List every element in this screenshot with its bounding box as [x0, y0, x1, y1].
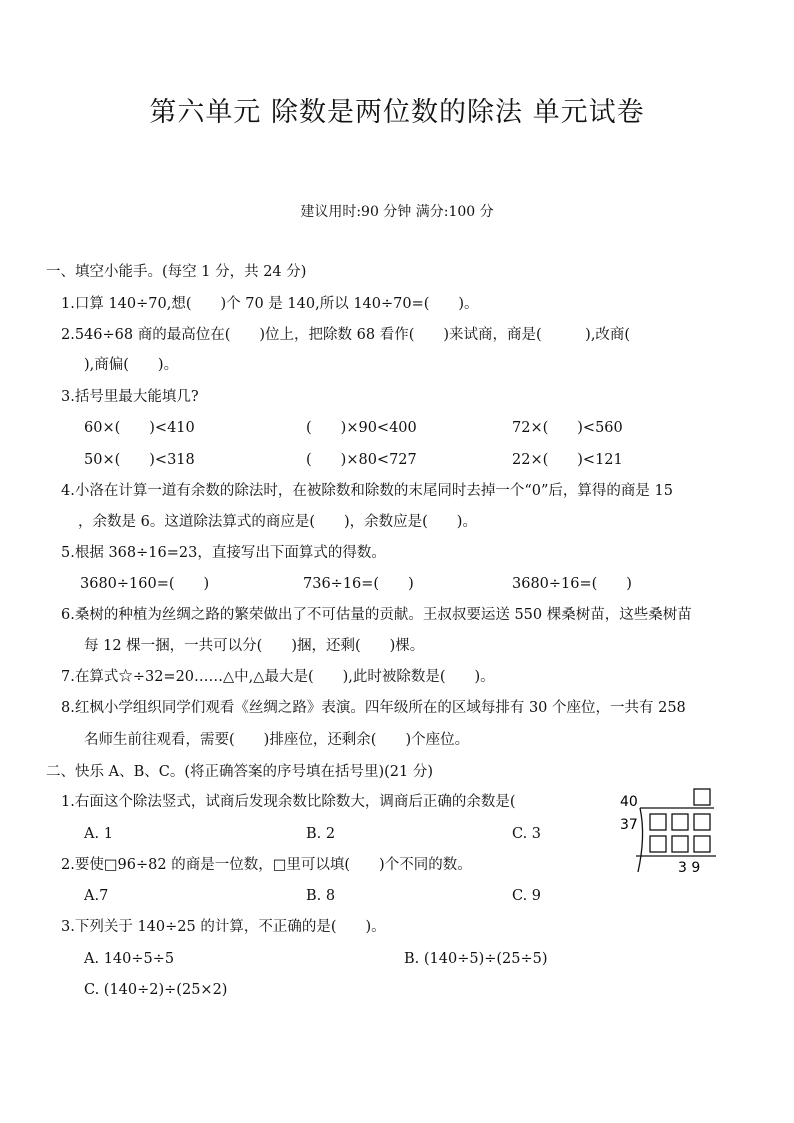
s1-question-4-line2: ，余数是 6。这道除法算式的商应是( )，余数应是( )。 — [78, 514, 477, 530]
s2-q3-option-c: C. (140÷2)÷(25×2) — [84, 982, 228, 998]
section2-heading: 二、快乐 A、B、C。(将正确答案的序号填在括号里)(21 分) — [46, 764, 434, 780]
s1-question-1: 1.口算 140÷70,想( )个 70 是 140,所以 140÷70=( )。 — [61, 296, 479, 312]
s2-q1-option-b: B. 2 — [306, 826, 336, 842]
q3-item-6: 22×( )<121 — [512, 452, 623, 468]
s2-q2-option-a: A.7 — [84, 888, 109, 904]
s1-question-7: 7.在算式☆÷32=20……△中,△最大是( ),此时被除数是( )。 — [61, 669, 495, 685]
digit-box — [694, 836, 710, 852]
q3-item-3: 72×( )<560 — [512, 420, 623, 436]
s2-question-2: 2.要使□96÷82 的商是一位数，□里可以填( )个不同的数。 — [61, 857, 472, 873]
page-title: 第六单元 除数是两位数的除法 单元试卷 — [149, 97, 645, 128]
s1-question-6-line1: 6.桑树的种植为丝绸之路的繁荣做出了不可估量的贡献。王叔叔要运送 550 棵桑树苗，这些桑树苗 — [61, 607, 692, 623]
s1-question-6-line2: 每 12 棵一捆，一共可以分( )捆，还剩( )棵。 — [84, 638, 425, 654]
quotient-box — [694, 789, 710, 805]
exam-info: 建议用时:90 分钟 满分:100 分 — [300, 204, 494, 220]
s1-question-8-line2: 名师生前往观看，需要( )排座位，还剩余( )个座位。 — [84, 732, 470, 748]
division-bracket — [638, 808, 643, 872]
long-division-figure — [612, 786, 722, 878]
s1-question-5: 5.根据 368÷16=23，直接写出下面算式的得数。 — [61, 545, 386, 561]
section1-heading: 一、填空小能手。(每空 1 分，共 24 分) — [46, 264, 307, 280]
s2-question-1: 1.右面这个除法竖式，试商后发现余数比除数大，调商后正确的余数是( — [61, 794, 516, 810]
q5-item-3: 3680÷16=( ) — [512, 576, 632, 592]
s1-question-4-line1: 4.小洛在计算一道有余数的除法时，在被除数和除数的末尾同时去掉一个“0”后，算得的商是 15 — [61, 483, 673, 499]
q3-item-5: ( )×80<727 — [306, 452, 417, 468]
s2-question-3: 3.下列关于 140÷25 的计算，不正确的是( )。 — [61, 919, 386, 935]
s1-question-3: 3.括号里最大能填几? — [61, 389, 199, 405]
s1-question-2-line1: 2.546÷68 商的最高位在( )位上，把除数 68 看作( )来试商，商是( ),改商( — [61, 327, 631, 343]
s2-q2-option-b: B. 8 — [306, 888, 336, 904]
digit-box — [672, 836, 688, 852]
q3-item-1: 60×( )<410 — [84, 420, 195, 436]
q5-item-1: 3680÷160=( ) — [80, 576, 210, 592]
q5-item-2: 736÷16=( ) — [303, 576, 414, 592]
remainder-digits: 3 9 — [678, 860, 701, 876]
digit-box — [650, 814, 666, 830]
s2-q3-option-b: B. (140÷5)÷(25÷5) — [404, 951, 548, 967]
s2-q2-option-c: C. 9 — [512, 888, 542, 904]
s1-question-2-line2: ),商偏( )。 — [84, 357, 179, 373]
s2-q1-option-c: C. 3 — [512, 826, 542, 842]
s2-q3-option-a: A. 140÷5÷5 — [84, 951, 175, 967]
divisor-left-number: 37 — [620, 817, 638, 833]
q3-item-2: ( )×90<400 — [306, 420, 417, 436]
s1-question-8-line1: 8.红枫小学组织同学们观看《丝绸之路》表演。四年级所在的区域每排有 30 个座位，一共有 258 — [61, 700, 686, 716]
digit-box — [672, 814, 688, 830]
s2-q1-option-a: A. 1 — [84, 826, 113, 842]
digit-box — [694, 814, 710, 830]
divisor-top-number: 40 — [620, 794, 638, 810]
digit-box — [650, 836, 666, 852]
q3-item-4: 50×( )<318 — [84, 452, 195, 468]
